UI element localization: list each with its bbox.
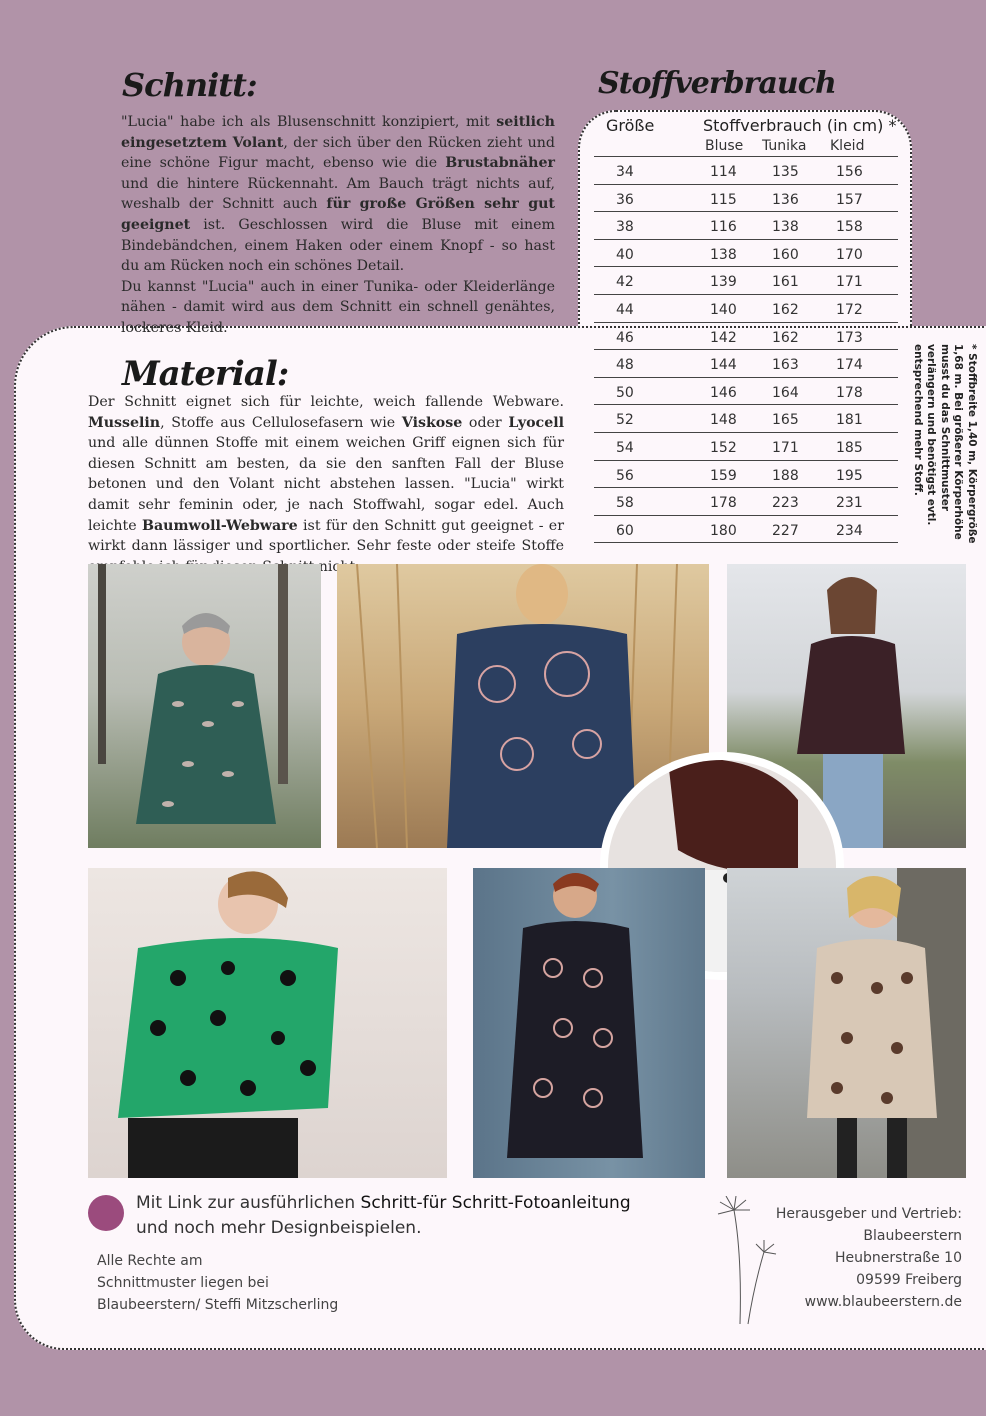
emphasis-text: Musselin [88,414,161,431]
rights-line: Alle Rechte am [97,1253,203,1269]
emphasis-text: Viskose [401,414,463,431]
tunika-cell: 165 [772,412,799,429]
table-row [594,156,898,185]
table-subcol-kleid: Kleid [830,138,865,154]
table-row [594,404,898,433]
body-text: und alle dünnen Stoffe mit einem weichen Griff eignen sich für diesen Schnitt am besten, da sie den sanften Fall der Bluse betonen und den Volant nicht abstehen lassen. "Lucia" wirkt damit sehr feminin oder, je nach Stoffwahl, sogar edel. Auch leichte [88,435,564,534]
kleid-cell: 231 [836,495,863,512]
material-heading: Material: [122,354,289,394]
tunika-cell: 162 [772,302,799,318]
link-suffix: und noch mehr Designbeispielen. [136,1218,422,1238]
size-cell: 36 [616,191,634,208]
kleid-cell: 234 [836,522,863,539]
size-cell: 58 [616,495,634,512]
table-row [594,349,898,378]
kleid-cell: 178 [836,384,863,401]
size-cell: 56 [616,467,634,484]
kleid-cell: 156 [836,164,863,180]
bluse-cell: 114 [710,164,737,180]
body-text: ist. Geschlossen wird die Bluse mit einem Bindebändchen, einem Haken oder einem Knopf - so hast du am Rücken noch ein schönes Detail. [121,216,555,275]
schnitt-text [121,112,555,339]
tunika-cell: 138 [772,219,799,236]
photo-green-dotted-blouse [88,868,447,1178]
body-text: Der Schnitt eignet sich für leichte, weich fallende Webware. [88,394,564,410]
emphasis-text: Brustabnäher [445,155,555,172]
table-row [594,432,898,461]
bluse-cell: 116 [710,219,737,236]
size-cell: 54 [616,440,634,456]
emphasis-text: Baumwoll-Webware [141,517,298,534]
table-row [594,239,898,268]
copyright-notice [97,1250,338,1316]
publisher-street: Heubnerstraße 10 [835,1250,962,1266]
table-subcol-bluse: Bluse [705,138,744,154]
bluse-cell: 144 [710,357,737,374]
photo-leopard-dress [727,868,966,1178]
size-cell: 40 [616,246,634,263]
size-cell: 38 [616,219,634,236]
kleid-cell: 181 [836,412,863,429]
kleid-cell: 171 [836,274,863,291]
size-cell: 48 [616,357,634,374]
tunika-cell: 162 [772,329,799,346]
tunika-cell: 223 [772,495,799,512]
size-cell: 60 [616,522,634,539]
tunika-cell: 163 [772,357,799,374]
tunika-cell: 188 [772,467,799,484]
tunika-cell: 135 [772,164,799,180]
photo-patterned-dress [473,868,705,1178]
body-text: und die hintere Rückennaht. Am Bauch trägt nichts auf, weshalb der Schnitt auch [121,175,555,213]
bluse-cell: 142 [710,329,737,346]
material-text [88,392,564,577]
tutorial-link-text[interactable] [136,1191,631,1241]
stoffverbrauch-heading: Stoffverbrauch [598,66,836,101]
table-row [594,515,898,544]
body-text: , der sich über den Rücken zieht und eine schöne Figur macht, ebenso wie die [121,134,555,172]
rights-line: Schnittmuster liegen bei [97,1275,269,1291]
kleid-cell: 157 [836,191,863,208]
tunika-cell: 136 [772,191,799,208]
size-cell: 50 [616,384,634,401]
table-row [594,211,898,240]
body-text: ist für den Schnitt gut geeignet - er wirkt dann lässiger und sportlicher. Sehr feste oder steife Stoffe [88,517,564,555]
bluse-cell: 115 [710,191,737,208]
bluse-cell: 140 [710,302,737,318]
schnitt-heading: Schnitt: [122,66,257,104]
tunika-cell: 160 [772,246,799,263]
publisher-label: Herausgeber und Vertrieb: [775,1206,962,1222]
table-row [594,294,898,323]
emphasis-text: seitlich eingesetztem Volant [121,114,555,151]
table-row [594,266,898,295]
body-text: Du kannst "Lucia" auch in einer Tunika- oder Kleiderlänge nähen - damit wird aus dem Schnitt ein schnell genähtes, lockeres Kleid. [121,278,555,336]
table-col-size: Größe [606,116,655,135]
kleid-cell: 174 [836,357,863,374]
bluse-cell: 139 [710,274,737,291]
rights-line: Blaubeerstern/ Steffi Mitzscherling [97,1297,339,1313]
tunika-cell: 161 [772,274,799,291]
link-prefix: Mit Link zur ausführlichen [136,1193,361,1213]
dandelion-icon [712,1196,782,1326]
size-cell: 52 [616,412,634,429]
tunika-cell: 164 [772,384,799,401]
body-text: oder [462,414,509,431]
bluse-cell: 178 [710,495,737,512]
tunika-cell: 227 [772,522,799,539]
kleid-cell: 173 [836,329,863,346]
bluse-cell: 138 [710,246,737,263]
kleid-cell: 158 [836,219,863,236]
table-row [594,487,898,516]
size-cell: 46 [616,329,634,346]
body-text: "Lucia" habe ich als Blusenschnitt konzipiert, mit [121,114,497,130]
table-row [594,322,898,351]
link-dot-icon [88,1195,124,1231]
photo-green-leaf-blouse [88,564,321,848]
tunika-cell: 171 [772,440,799,456]
size-cell: 44 [616,302,634,318]
table-row [594,460,898,489]
kleid-cell: 172 [836,302,863,318]
link-highlight[interactable]: Schritt-für Schritt-Fotoanleitung [360,1193,631,1213]
body-text: , Stoffe aus Cellulosefasern wie [160,414,402,431]
publisher-website[interactable]: www.blaubeerstern.de [804,1294,962,1310]
table-subcol-tunika: Tunika [762,138,807,154]
bluse-cell: 152 [710,440,737,456]
publisher-city: 09599 Freiberg [856,1272,962,1288]
bluse-cell: 159 [710,467,737,484]
kleid-cell: 185 [836,440,863,456]
table-col-usage: Stoffverbrauch (in cm) * [703,116,897,135]
table-row [594,377,898,406]
emphasis-text: Lyocell [508,414,564,431]
bluse-cell: 148 [710,412,737,429]
kleid-cell: 195 [836,467,863,484]
publisher-info [776,1203,962,1313]
kleid-cell: 170 [836,246,863,263]
bluse-cell: 146 [710,384,737,401]
emphasis-text: für große Größen sehr gut geeignet [121,196,555,233]
publisher-name: Blaubeerstern [863,1228,962,1244]
bluse-cell: 180 [710,522,737,539]
footnote-text: * Stoffbreite 1,40 m, Körpergröße 1,68 m. Bei größerer Körperhöhe musst du das Schnittmuster verlängern und benötigst evtl. entsprechend mehr Stoff. [912,344,978,544]
size-cell: 42 [616,274,634,291]
size-cell: 34 [616,164,634,180]
table-row [594,184,898,213]
footnote-vertical [904,344,984,564]
